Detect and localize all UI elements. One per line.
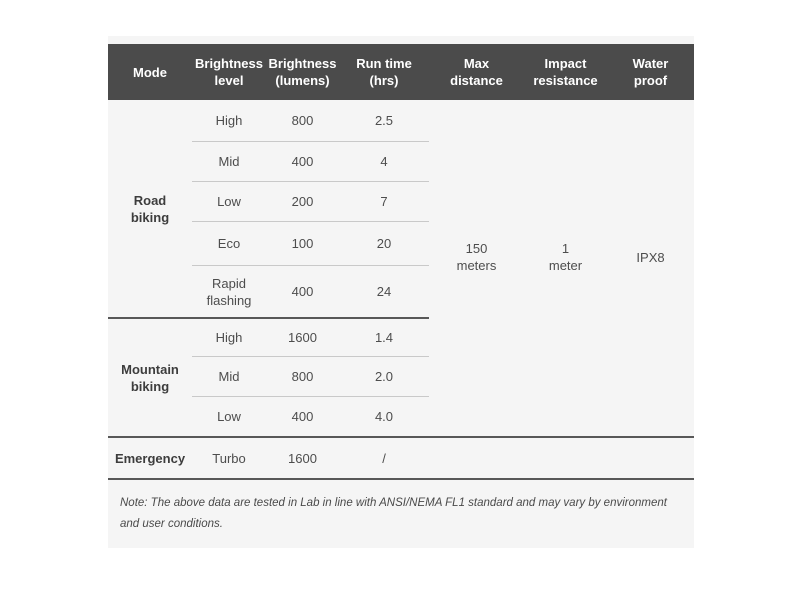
cell-lumens: 800 <box>266 100 339 142</box>
cell-runtime: 7 <box>339 182 429 222</box>
header-line: (hrs) <box>369 73 399 88</box>
mode-cell-mountain-biking <box>108 319 192 438</box>
column-header-brightness-lumens <box>266 44 339 100</box>
cell-level <box>192 397 266 438</box>
cell-lumens: 200 <box>266 182 339 222</box>
column-header-brightness-level <box>192 44 266 100</box>
cell-runtime: 4.0 <box>339 397 429 438</box>
cell-level <box>192 438 266 480</box>
header-line: Water <box>632 56 669 71</box>
header-line: Brightness <box>268 56 337 71</box>
cell-level <box>192 222 266 266</box>
header-line: (lumens) <box>275 73 330 88</box>
header-line: Max <box>463 56 490 71</box>
mode-cell-road-biking <box>108 100 192 319</box>
level-line: Eco <box>217 236 241 251</box>
cell-lumens: 400 <box>266 266 339 319</box>
merged-value-line: IPX8 <box>636 249 665 265</box>
cell-level <box>192 357 266 397</box>
cell-level <box>192 266 266 319</box>
header-line: level <box>214 73 244 88</box>
level-line: High <box>215 113 243 128</box>
column-header-mode <box>108 44 192 100</box>
mode-label-line: Emergency <box>114 450 186 466</box>
table-body <box>108 100 694 480</box>
merged-cell-max-distance <box>429 100 524 438</box>
cell-lumens: 1600 <box>266 438 339 480</box>
cell-runtime: / <box>339 438 429 480</box>
cell-level <box>192 142 266 182</box>
cell-lumens: 1600 <box>266 319 339 357</box>
cell-runtime: 2.5 <box>339 100 429 142</box>
level-line: Turbo <box>212 450 246 466</box>
empty-cell <box>429 438 694 480</box>
header-line: Impact <box>544 56 587 71</box>
cell-lumens: 800 <box>266 357 339 397</box>
cell-runtime: 20 <box>339 222 429 266</box>
level-line: High <box>215 330 243 345</box>
mode-label-line: biking <box>130 209 170 225</box>
cell-level <box>192 182 266 222</box>
mode-label-line: Mountain <box>121 361 179 377</box>
cell-runtime: 2.0 <box>339 357 429 397</box>
merged-cell-impact-resistance <box>524 100 607 438</box>
cell-level <box>192 100 266 142</box>
merged-value-line: meters <box>456 258 497 273</box>
cell-runtime: 24 <box>339 266 429 319</box>
cell-runtime: 4 <box>339 142 429 182</box>
level-line: Low <box>217 194 241 209</box>
spec-table-panel <box>108 36 694 548</box>
cell-level <box>192 319 266 357</box>
merged-value-line: 150 <box>465 241 488 256</box>
footnote <box>108 480 694 548</box>
header-line: Run time <box>356 56 412 71</box>
mode-cell-emergency <box>108 438 192 480</box>
merged-cell-water-proof <box>607 100 694 438</box>
level-line: Mid <box>218 369 240 384</box>
header-line: proof <box>633 73 668 88</box>
column-header-impact-resistance <box>524 44 607 100</box>
level-line: Rapid <box>212 275 246 291</box>
cell-lumens: 100 <box>266 222 339 266</box>
column-header-water-proof <box>607 44 694 100</box>
merged-value-line: 1 <box>561 241 570 256</box>
header-line: Brightness <box>195 56 263 71</box>
cell-lumens: 400 <box>266 142 339 182</box>
header-line: resistance <box>533 73 598 88</box>
footnote-line: Note: The above data are tested in Lab in line with ANSI/NEMA FL1 standard and may vary by environment <box>120 497 667 509</box>
cell-lumens: 400 <box>266 397 339 438</box>
merged-value-line: meter <box>548 258 583 273</box>
column-header-run-time <box>339 44 429 100</box>
level-line: Mid <box>218 154 240 169</box>
level-line: flashing <box>206 292 252 308</box>
header-line: Mode <box>133 64 167 80</box>
mode-label-line: biking <box>130 378 170 394</box>
table-header-row <box>108 44 694 100</box>
header-line: distance <box>450 73 503 88</box>
cell-runtime: 1.4 <box>339 319 429 357</box>
footnote-line: and user conditions. <box>120 518 223 530</box>
mode-label-line: Road <box>133 192 167 208</box>
level-line: Low <box>217 409 241 424</box>
column-header-max-distance <box>429 44 524 100</box>
